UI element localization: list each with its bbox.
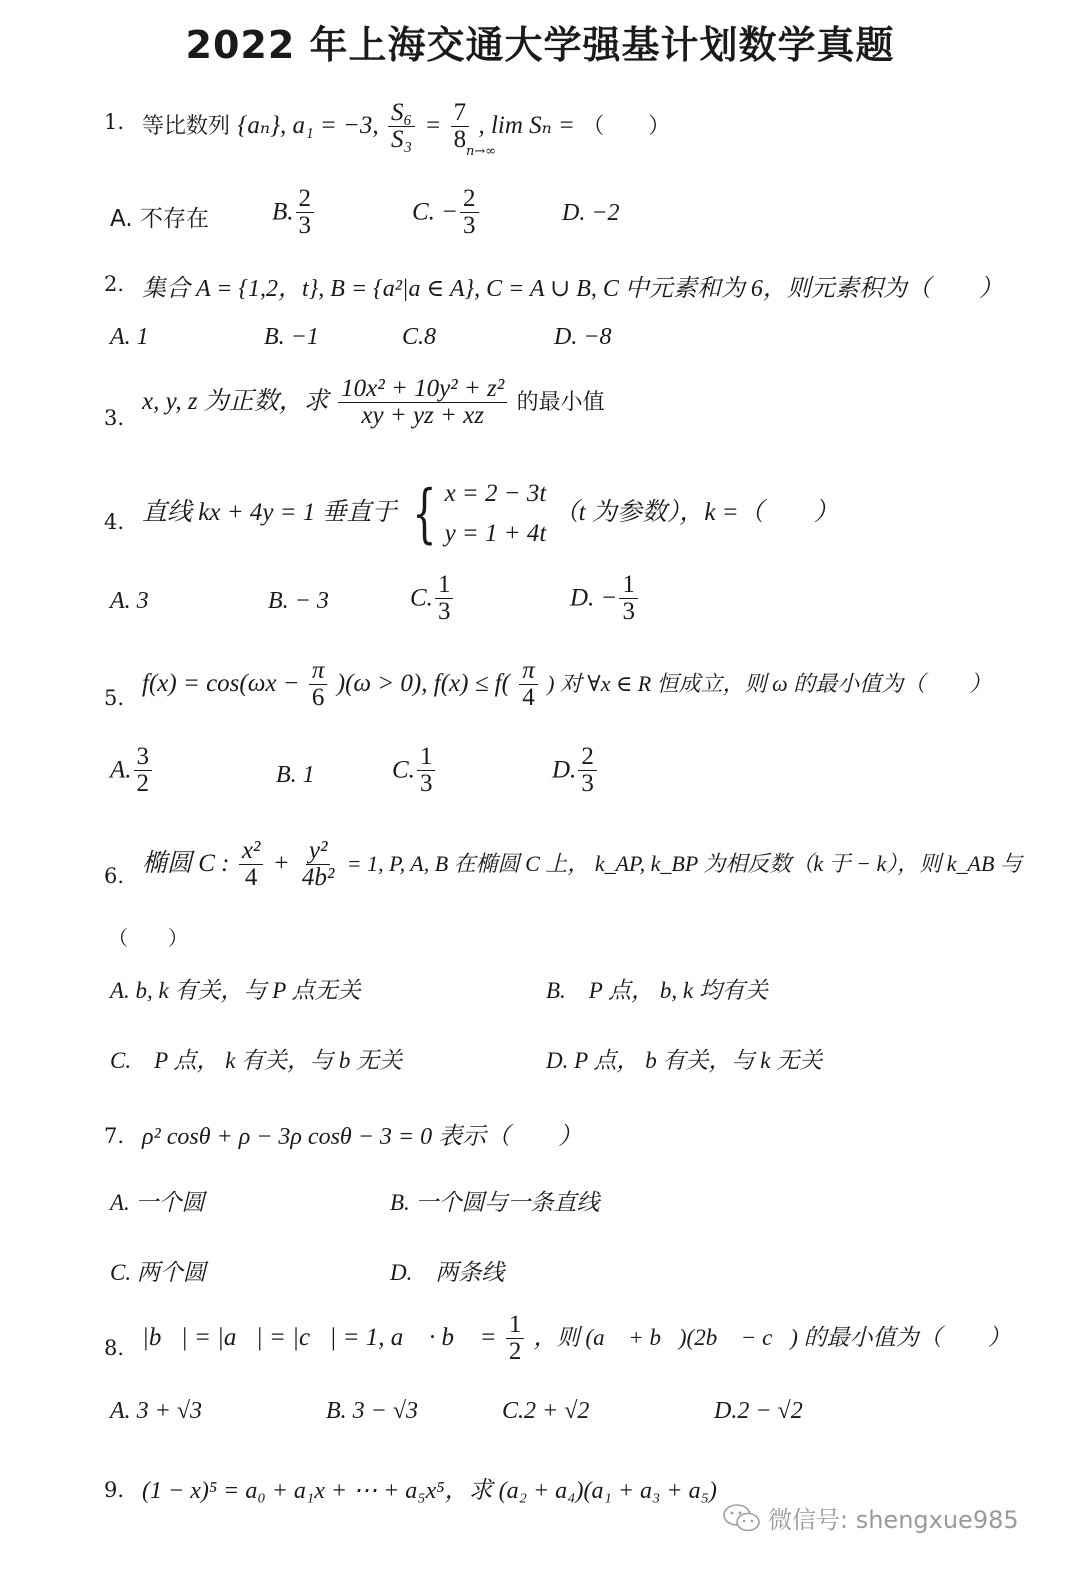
option-b: B. $\frac{2}{3}$	[272, 186, 316, 240]
option-d: D. 两条线	[390, 1260, 505, 1285]
question-6-options-row2	[0, 1042, 1080, 1082]
question-5-options	[0, 744, 1080, 814]
watermark-text: 微信号: shengxue985	[768, 1506, 1019, 1534]
option-b: B. P 点， b, k 均有关	[546, 978, 768, 1003]
option-c: C. 两个圆	[110, 1260, 206, 1285]
question-stem: f(x) = cos(ωx − $\frac{\pi}{6}$ )(ω > 0), f(x) ≤ f( $\frac{\pi}{4}$ ) 对 ∀x ∈ R 恒成立，则 ω 的最小值为（ ）	[142, 657, 992, 712]
fraction: $\frac{\text{S₆}}{\text{S₃}}$	[388, 100, 415, 154]
option-a: A. 3 + √3	[110, 1398, 203, 1424]
question-stem: ρ² cosθ + ρ − 3ρ cosθ − 3 = 0 表示（ ）	[142, 1124, 583, 1150]
fraction: $\frac{\pi}{4}$	[519, 658, 538, 712]
question-1-options	[0, 186, 1080, 248]
watermark	[722, 1500, 1019, 1535]
question-number: 3.	[104, 406, 125, 430]
option-c: C. $\frac{1}{3}$	[392, 744, 437, 798]
question-stem: (1 − x)⁵ = a₀ + a₁x + ⋯ + a₅x⁵，求 (a₂ + a₄)(a₁ + a₃ + a₅)	[142, 1478, 717, 1504]
option-c: C. $\frac{1}{3}$	[410, 572, 455, 626]
question-5	[0, 656, 1080, 736]
question-stem: 椭圆 C : $\frac{\text{x²}}{4}$ + $\frac{\text{y²}}{\text{4b²}}$ = 1, P, A, B 在椭圆 C 上， k_AP, k_BP 为相反数（k 于 − k），则 k_AB 与	[142, 837, 1022, 892]
fraction: $\frac{1}{2}$	[506, 1312, 525, 1366]
option-a: A. 3	[110, 588, 149, 614]
question-8-options	[0, 1398, 1080, 1438]
question-stem: 等比数列 {aₙ}, a₁ = −3, $\frac{\text{S₆}}{\text{S₃}}$ = $\frac{7}{8}$ , lim Sₙ = （ ）	[142, 99, 671, 154]
option-a: A. 1	[110, 324, 149, 350]
option-a: A. 一个圆	[110, 1190, 205, 1215]
question-1	[0, 92, 1080, 172]
question-7-options-row1	[0, 1184, 1080, 1224]
option-c: C.8	[402, 324, 437, 350]
question-number: 8.	[104, 1336, 125, 1360]
question-stem: 集合 A = {1,2，t}, B = {a²|a ∈ A}, C = A ∪ B, C 中元素和为 6，则元素积为（ ）	[142, 276, 1003, 302]
fraction: $\frac{\text{10x² + 10y² + z²}}{xy + yz + xz}$	[338, 376, 507, 430]
page-title: 2022 年上海交通大学强基计划数学真题	[185, 23, 895, 67]
question-2	[0, 268, 1080, 304]
option-c: C. P 点， k 有关，与 b 无关	[110, 1048, 403, 1073]
option-c: C. − $\frac{2}{3}$	[412, 186, 481, 240]
question-stem: x, y, z 为正数，求 $\frac{\text{10x² + 10y² + z²}}{xy + yz + xz}$ 的最小值	[142, 375, 605, 430]
option-a: A. b, k 有关，与 P 点无关	[110, 978, 361, 1003]
option-d: D. −2	[562, 200, 620, 226]
option-d: D. $\frac{2}{3}$	[552, 744, 599, 798]
question-stem: 直线 kx + 4y = 1 垂直于 { x = 2 − 3t y = 1 + 4t （t 为参数），k =（ ）	[142, 474, 839, 554]
option-b: B. 1	[276, 762, 315, 788]
question-4	[0, 474, 1080, 558]
question-number: 1.	[104, 110, 125, 134]
option-d: D. −8	[554, 324, 612, 350]
option-d: D. P 点， b 有关，与 k 无关	[546, 1048, 823, 1073]
fraction: $\frac{\text{x²}}{4}$	[239, 838, 264, 892]
wechat-icon	[722, 1503, 762, 1533]
fraction: $\frac{\text{y²}}{\text{4b²}}$	[301, 837, 335, 892]
question-2-options	[0, 324, 1080, 360]
option-b: B. 一个圆与一条直线	[390, 1190, 600, 1215]
option-b: B. − 3	[268, 588, 329, 614]
question-stem: |b⃗| = |a⃗| = |c⃗| = 1, a⃗ · b⃗ = $\frac{1}{2}$ ，则 (a⃗ + b⃗)(2b⃗ − c⃗) 的最小值为（ ）	[142, 1311, 1011, 1366]
option-a: A. $\frac{3}{2}$	[110, 744, 154, 798]
fraction: $\frac{7}{8}$	[451, 100, 470, 154]
question-4-options	[0, 572, 1080, 638]
question-8	[0, 1310, 1080, 1380]
option-d: D. − $\frac{1}{3}$	[570, 572, 640, 626]
question-number: 5.	[104, 686, 125, 710]
option-d: D.2 − √2	[714, 1398, 803, 1424]
option-a: A. 不存在	[110, 206, 209, 232]
question-6-blank	[0, 922, 1080, 952]
question-3	[0, 372, 1080, 452]
parametric-system: { x = 2 − 3t y = 1 + 4t	[411, 477, 547, 551]
question-6-options-row1	[0, 972, 1080, 1012]
question-7	[0, 1116, 1080, 1156]
answer-blank: （ ）	[108, 926, 188, 950]
option-b: B. 3 − √3	[326, 1398, 419, 1424]
option-c: C.2 + √2	[502, 1398, 590, 1424]
question-number: 2.	[104, 272, 125, 296]
question-7-options-row2	[0, 1254, 1080, 1294]
option-b: B. −1	[264, 324, 319, 350]
limit-subscript: n→∞	[466, 144, 497, 159]
question-number: 7.	[104, 1124, 125, 1148]
question-number: 9.	[104, 1478, 125, 1502]
fraction: $\frac{\pi}{6}$	[309, 658, 328, 712]
question-number: 6.	[104, 864, 125, 888]
question-6	[0, 836, 1080, 910]
question-number: 4.	[104, 510, 125, 534]
